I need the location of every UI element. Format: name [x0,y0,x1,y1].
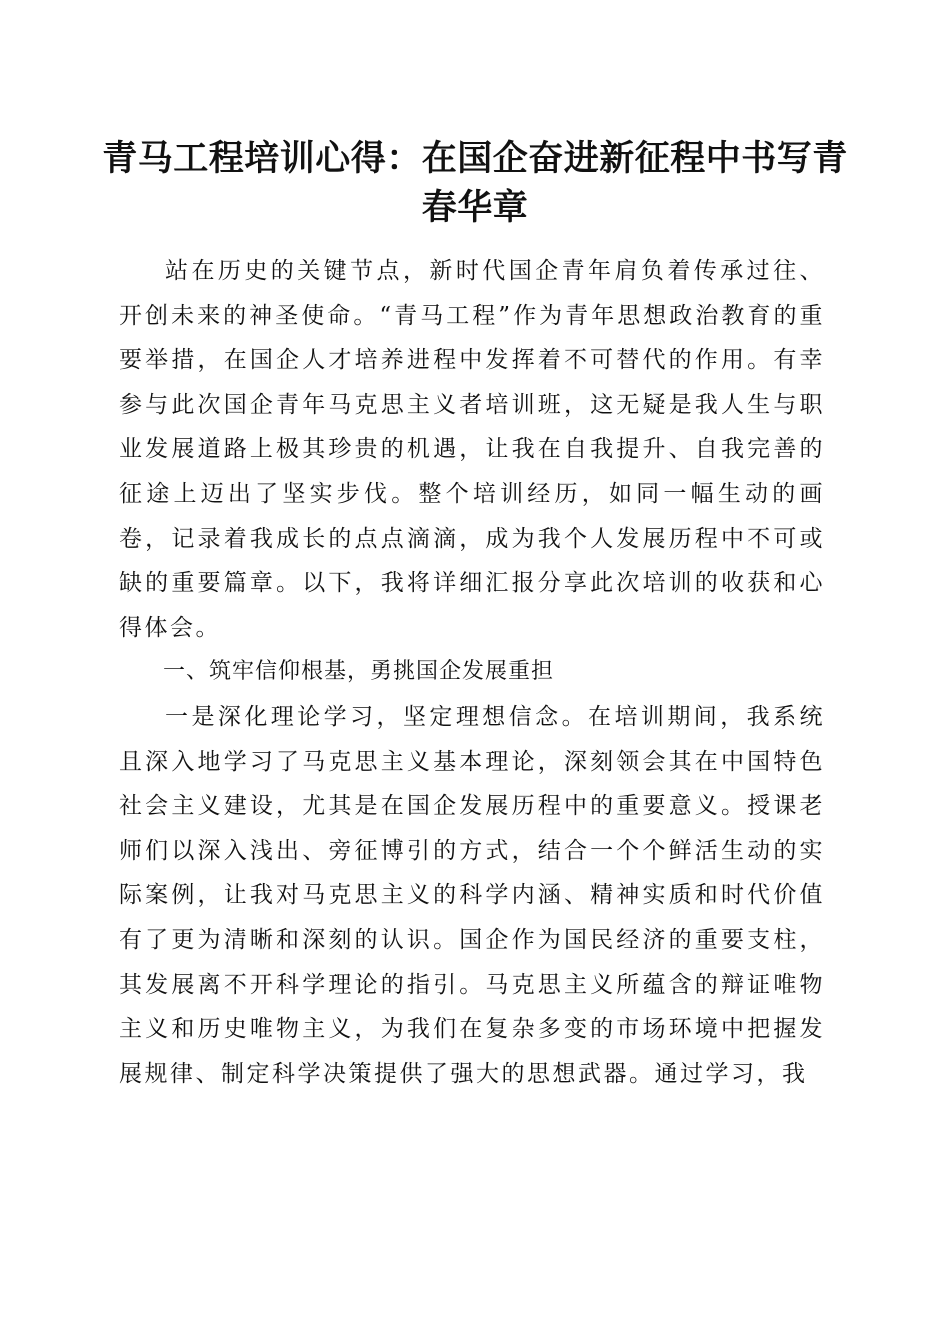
paragraph-lead: 一是深化理论学习，坚定理想信念。 [165,703,588,730]
document-body [119,249,825,1096]
paragraph-text: 在培训期间，我系统且深入地学习了马克思主义基本理论，深刻领会其在中国特色社会主义建设，尤其是在国企发展历程中的重要意义。授课老师们以深入浅出、旁征博引的方式，结合一个个鲜活生动的实际案例，让我对马克思主义的科学内涵、精神实质和时代价值有了更为清晰和深刻的认识。国企作为国民经济的重要支柱，其发展离不开科学理论的指引。马克思主义所蕴含的辩证唯物主义和历史唯物主义，为我们在复杂多变的市场环境中把握发展规律、制定科学决策提供了强大的思想武器。通过学习，我 [119,703,825,1087]
section-heading: 一、筑牢信仰根基，勇挑国企发展重担 [163,659,555,685]
section-paragraph [119,695,825,1096]
document-title: 青马工程培训心得：在国企奋进新征程中书写青春华章 [102,138,848,228]
intro-paragraph: 站在历史的关键节点，新时代国企青年肩负着传承过往、开创未来的神圣使命。“青马工程”作为青年思想政治教育的重要举措，在国企人才培养进程中发挥着不可替代的作用。有幸参与此次国企青年马克思主义者培训班，这无疑是我人生与职业发展道路上极其珍贵的机遇，让我在自我提升、自我完善的征途上迈出了坚实步伐。整个培训经历，如同一幅生动的画卷，记录着我成长的点点滴滴，成为我个人发展历程中不可或缺的重要篇章。以下，我将详细汇报分享此次培训的收获和心得体会。 [119,258,825,641]
